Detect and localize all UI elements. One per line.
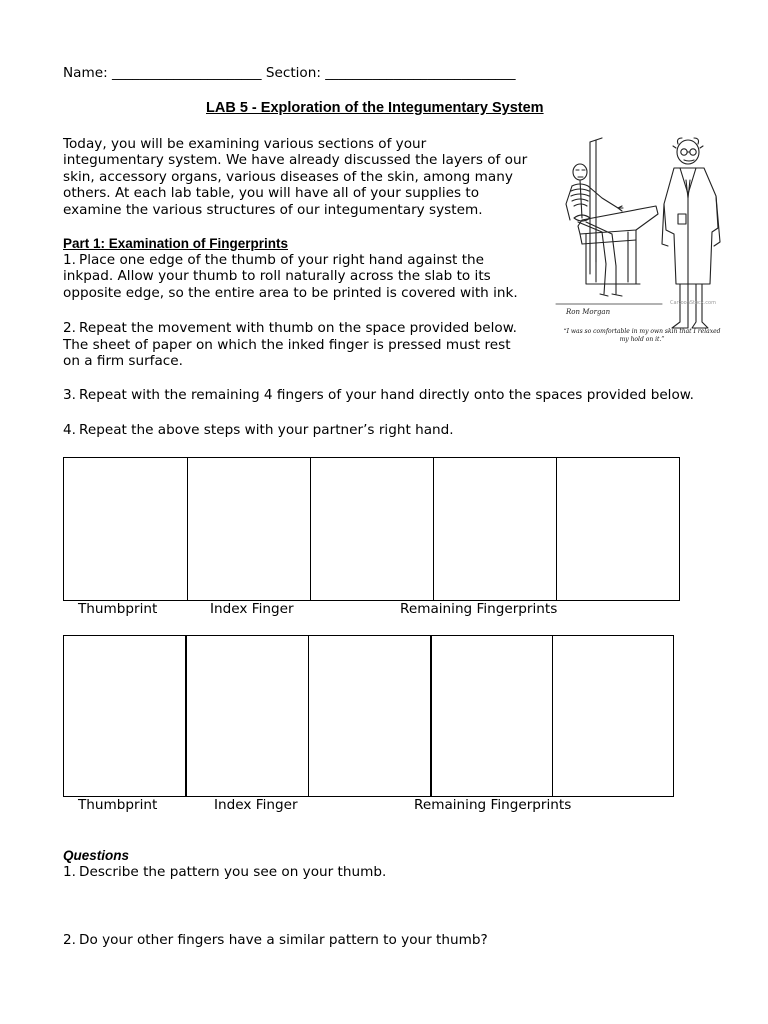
remaining-print-box[interactable] — [433, 457, 557, 601]
remaining-fingerprints-label: Remaining Fingerprints — [400, 601, 558, 617]
step-1-line: opposite edge, so the entire area to be printed is covered with ink. — [63, 285, 518, 301]
question-1 — [63, 864, 386, 881]
step-1-line: inkpad. Allow your thumb to roll naturally across the slab to its — [63, 268, 491, 284]
intro-line: skin, accessory organs, various diseases of the skin, among many — [63, 169, 513, 185]
remaining-fingerprints-label: Remaining Fingerprints — [414, 797, 572, 813]
index-print-box[interactable] — [187, 457, 311, 601]
step-number: 3. — [63, 387, 76, 403]
remaining-print-box[interactable] — [552, 635, 674, 797]
lab-title: LAB 5 - Exploration of the Integumentary System — [206, 100, 544, 116]
question-text: Do your other fingers have a similar pattern to your thumb? — [79, 932, 488, 948]
step-2-line: The sheet of paper on which the inked finger is pressed must rest — [63, 337, 511, 353]
intro-line: examine the various structures of our integumentary system. — [63, 202, 483, 218]
intro-line: Today, you will be examining various sections of your — [63, 136, 427, 152]
remaining-print-box[interactable] — [308, 635, 431, 797]
index-print-box[interactable] — [186, 635, 309, 797]
question-number: 2. — [63, 932, 76, 948]
question-text: Describe the pattern you see on your thumb. — [79, 864, 387, 880]
intro-line: integumentary system. We have already discussed the layers of our — [63, 152, 528, 168]
questions-heading: Questions — [63, 848, 130, 863]
step-number: 1. — [63, 252, 76, 268]
question-number: 1. — [63, 864, 76, 880]
thumbprint-label: Thumbprint — [78, 797, 158, 813]
caption-line: my hold on it.” — [619, 336, 665, 343]
thumb-print-box[interactable] — [63, 635, 187, 797]
step-3 — [63, 387, 694, 404]
step-text: Place one edge of the thumb of your right hand against the — [79, 252, 484, 268]
step-1-line — [63, 252, 484, 269]
cartoon-watermark: CartoonStock.com — [670, 300, 716, 306]
step-text: Repeat the above steps with your partner’s right hand. — [79, 422, 454, 438]
caption-line: “I was so comfortable in my own skin that I relaxed — [563, 328, 721, 335]
index-finger-label: Index Finger — [214, 797, 298, 813]
remaining-print-box[interactable] — [310, 457, 434, 601]
remaining-print-box[interactable] — [430, 635, 553, 797]
index-finger-label: Index Finger — [210, 601, 294, 617]
cartoonist-signature: Ron Morgan — [566, 308, 611, 316]
step-number: 4. — [63, 422, 76, 438]
step-text: Repeat with the remaining 4 fingers of your hand directly onto the spaces provided below. — [79, 387, 694, 403]
intro-line: others. At each lab table, you will have all of your supplies to — [63, 185, 480, 201]
remaining-print-box[interactable] — [556, 457, 680, 601]
step-2-line — [63, 320, 517, 337]
step-number: 2. — [63, 320, 76, 336]
step-text: Repeat the movement with thumb on the space provided below. — [79, 320, 517, 336]
question-2 — [63, 932, 488, 949]
step-2-line: on a firm surface. — [63, 353, 183, 369]
cartoon-drawing — [552, 134, 732, 352]
skeleton-doctor-cartoon — [552, 134, 732, 352]
thumb-print-box[interactable] — [63, 457, 188, 601]
name-section-line: Name: ______________________ Section: ____________________________ — [63, 65, 516, 81]
step-4 — [63, 422, 454, 439]
part1-heading: Part 1: Examination of Fingerprints — [63, 236, 289, 251]
cartoon-caption — [552, 328, 732, 344]
thumbprint-label: Thumbprint — [78, 601, 158, 617]
